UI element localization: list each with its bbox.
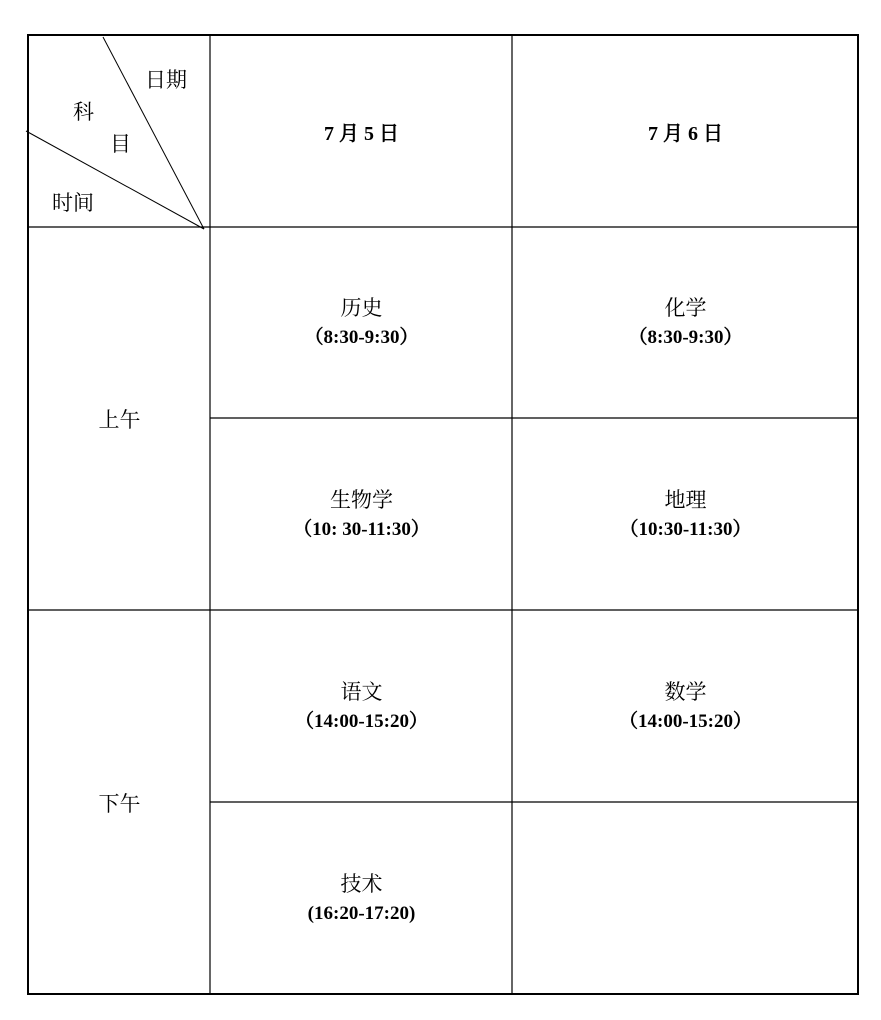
period-afternoon-text: 下午 bbox=[98, 791, 141, 816]
corner-date-label: 日期 bbox=[145, 68, 187, 92]
period-morning-text: 上午 bbox=[98, 408, 141, 432]
subject-time: (16:20-17:20) bbox=[307, 902, 416, 924]
period-morning bbox=[29, 228, 210, 610]
subject-name: 数学 bbox=[664, 679, 707, 704]
exam-cell-day6-slot1 bbox=[513, 228, 858, 418]
exam-cell-day5-slot4 bbox=[211, 803, 512, 994]
exam-cell-day6-slot3 bbox=[513, 611, 858, 802]
corner-subject-label-2: 目 bbox=[110, 132, 131, 156]
subject-name: 地理 bbox=[664, 487, 707, 512]
exam-cell-day6-slot2 bbox=[513, 419, 858, 610]
date-day6-text: 7 月 6 日 bbox=[648, 123, 723, 145]
corner-subject-label-1: 科 bbox=[73, 100, 94, 124]
subject-time: （14:00-15:20） bbox=[619, 710, 752, 732]
exam-cell-day6-slot4-empty bbox=[513, 803, 858, 994]
subject-name: 生物学 bbox=[330, 487, 393, 512]
exam-cell-day5-slot3 bbox=[211, 611, 512, 802]
corner-time-label: 时间 bbox=[52, 191, 94, 215]
subject-name: 语文 bbox=[340, 679, 383, 704]
subject-name: 技术 bbox=[340, 871, 383, 896]
subject-time: （10:30-11:30） bbox=[619, 518, 752, 540]
exam-cell-day5-slot1 bbox=[211, 228, 512, 418]
date-day5-text: 7 月 5 日 bbox=[324, 123, 399, 145]
date-header-day6 bbox=[513, 36, 858, 227]
subject-name: 化学 bbox=[664, 296, 707, 320]
subject-time: （8:30-9:30） bbox=[304, 327, 419, 348]
period-afternoon bbox=[29, 611, 210, 994]
exam-cell-day5-slot2 bbox=[211, 419, 512, 610]
subject-time: （10: 30-11:30） bbox=[293, 518, 430, 540]
subject-time: （8:30-9:30） bbox=[628, 327, 743, 348]
subject-name: 历史 bbox=[340, 296, 383, 320]
subject-time: （14:00-15:20） bbox=[295, 710, 428, 732]
date-header-day5 bbox=[211, 36, 512, 227]
